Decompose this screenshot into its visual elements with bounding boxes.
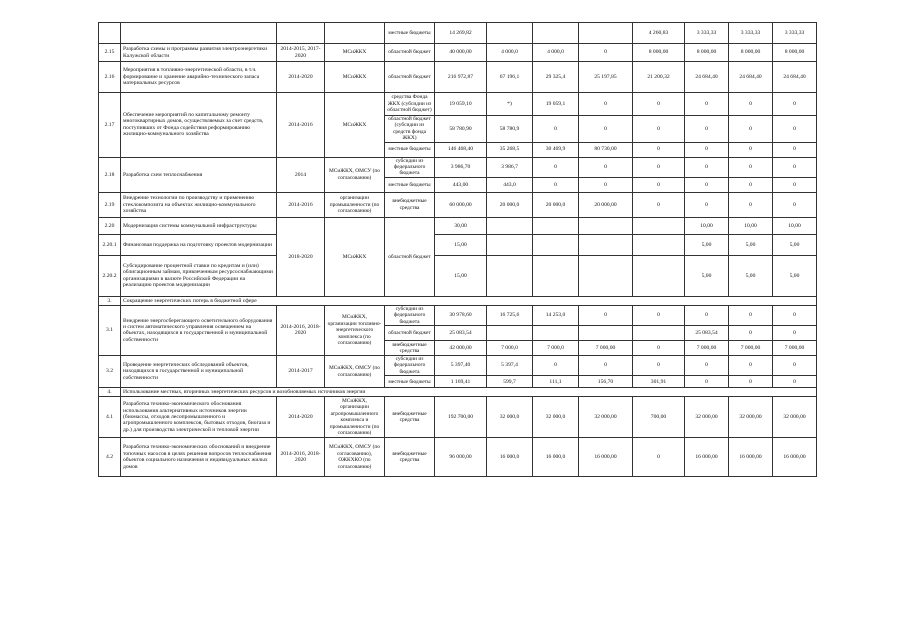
- row-number: [99, 23, 121, 44]
- amount-cell: 0: [579, 116, 633, 143]
- funding-source: местные бюджеты: [385, 142, 435, 157]
- row-number: 4.1: [99, 397, 121, 438]
- amount-cell: 0: [773, 326, 817, 341]
- amount-cell: 0: [729, 326, 773, 341]
- amount-cell: 16 000,00: [729, 438, 773, 477]
- amount-cell: 24 684,40: [729, 62, 773, 93]
- amount-cell: 16 000,00: [685, 438, 729, 477]
- amount-cell: [533, 217, 579, 234]
- funding-source: субсидии из федерального бюджета: [385, 157, 435, 177]
- amount-cell: 5,00: [729, 234, 773, 255]
- period: 2014-2016, 2018-2020: [277, 305, 325, 355]
- amount-cell: 25 083,54: [435, 326, 487, 341]
- measure-name: Разработка схем теплоснабжения: [121, 157, 277, 192]
- amount-cell: 111,1: [533, 376, 579, 388]
- amount-cell: 0: [633, 142, 685, 157]
- amount-cell: 32 000,0: [533, 397, 579, 438]
- amount-cell: 7 000,00: [685, 341, 729, 356]
- amount-cell: [487, 23, 533, 44]
- amount-cell: 301,91: [633, 376, 685, 388]
- amount-cell: [487, 255, 533, 296]
- amount-cell: 0: [773, 142, 817, 157]
- row-number: 2.17: [99, 93, 121, 158]
- amount-cell: [533, 255, 579, 296]
- period: 2014-2016: [277, 93, 325, 158]
- amount-cell: 35 268,5: [487, 142, 533, 157]
- table-row: [99, 234, 817, 255]
- amount-cell: 16 000,0: [487, 438, 533, 477]
- amount-cell: 0: [633, 157, 685, 177]
- amount-cell: 0: [533, 177, 579, 192]
- amount-cell: 0: [685, 192, 729, 217]
- table-row: [99, 192, 817, 217]
- amount-cell: 3 986,70: [435, 157, 487, 177]
- funding-source: местные бюджеты: [385, 23, 435, 44]
- amount-cell: 3 333,33: [773, 23, 817, 44]
- funding-source: внебюджетные средства: [385, 397, 435, 438]
- amount-cell: 0: [773, 93, 817, 116]
- funding-source: областной бюджет: [385, 217, 435, 296]
- measure-name: Внедрение энергосберегающего осветительного оборудования и систем автоматического управления освещением на объектах, находящихся в государственной и муниципальной собственности: [121, 305, 277, 355]
- row-number: 2.18: [99, 157, 121, 192]
- amount-cell: [579, 255, 633, 296]
- amount-cell: 58 780,90: [435, 116, 487, 143]
- amount-cell: 5,00: [685, 234, 729, 255]
- amount-cell: 32 000,00: [729, 397, 773, 438]
- amount-cell: 0: [773, 116, 817, 143]
- amount-cell: 5 397,4: [487, 356, 533, 376]
- amount-cell: 0: [729, 157, 773, 177]
- amount-cell: 0: [729, 116, 773, 143]
- amount-cell: 0: [579, 44, 633, 62]
- period: 2014-2015, 2017-2020: [277, 44, 325, 62]
- section-row: [99, 388, 817, 397]
- amount-cell: 8 000,00: [729, 44, 773, 62]
- measure-name: [121, 23, 277, 44]
- amount-cell: 0: [729, 376, 773, 388]
- row-number: 2.20.1: [99, 234, 121, 255]
- amount-cell: 0: [579, 157, 633, 177]
- period: 2018-2020: [277, 217, 325, 296]
- funding-source: субсидии из федерального бюджета: [385, 356, 435, 376]
- amount-cell: 7 000,0: [533, 341, 579, 356]
- amount-cell: 30 469,9: [533, 142, 579, 157]
- amount-cell: 14 253,0: [533, 305, 579, 325]
- amount-cell: 599,7: [487, 376, 533, 388]
- amount-cell: 0: [633, 93, 685, 116]
- amount-cell: 42 000,00: [435, 341, 487, 356]
- amount-cell: [533, 234, 579, 255]
- amount-cell: 60 000,00: [435, 192, 487, 217]
- amount-cell: [579, 326, 633, 341]
- amount-cell: 0: [533, 356, 579, 376]
- amount-cell: 3 333,33: [685, 23, 729, 44]
- executor: МСиЖКХ: [325, 62, 385, 93]
- amount-cell: 15,00: [435, 255, 487, 296]
- measure-name: Разработка технико-экономического обоснования использования альтернативных источников энергии (биомассы, отходов лесопромышленного и агропромышленного комплексов, бытовых отходов, биогаза и др.) для производства электрической и тепловой энергии: [121, 397, 277, 438]
- executor: МСиЖКХ: [325, 217, 385, 296]
- amount-cell: 4 000,0: [533, 44, 579, 62]
- measure-name: Внедрение технологии по производству и применению стеклокомпозита на объектах жилищно-коммунального хозяйства: [121, 192, 277, 217]
- amount-cell: [487, 326, 533, 341]
- amount-cell: 156,70: [579, 376, 633, 388]
- amount-cell: 20 000,0: [487, 192, 533, 217]
- executor: [325, 23, 385, 44]
- amount-cell: 8 000,00: [633, 44, 685, 62]
- amount-cell: 192 700,00: [435, 397, 487, 438]
- measure-name: Проведение энергетических обследований объектов, находящихся в государственной и муниципальной собственности: [121, 356, 277, 388]
- period: 2014-2017: [277, 356, 325, 388]
- period: 2014-2016: [277, 192, 325, 217]
- executor: МСиЖКХ, ОМСУ (по согласованию): [325, 356, 385, 388]
- amount-cell: 10,00: [773, 217, 817, 234]
- amount-cell: 0: [729, 177, 773, 192]
- amount-cell: 216 972,87: [435, 62, 487, 93]
- amount-cell: 32 000,00: [685, 397, 729, 438]
- amount-cell: [633, 326, 685, 341]
- amount-cell: 0: [579, 356, 633, 376]
- amount-cell: 96 000,00: [435, 438, 487, 477]
- funding-source: субсидии из федерального бюджета: [385, 305, 435, 325]
- row-number: 2.20.2: [99, 255, 121, 296]
- amount-cell: 5,00: [729, 255, 773, 296]
- row-number: 3.2: [99, 356, 121, 388]
- amount-cell: 0: [685, 376, 729, 388]
- amount-cell: 1 169,41: [435, 376, 487, 388]
- section-title: Сокращение энергетических потерь в бюджетной сфере: [121, 296, 817, 305]
- funding-source: внебюджетные средства: [385, 438, 435, 477]
- measure-name: Обеспечение мероприятий по капитальному ремонту многоквартирных домов, осуществляемых за счет средств, поступивших от Фонда содействия реформированию жилищно-коммунального хозяйства: [121, 93, 277, 158]
- funding-source: средства Фонда ЖКХ (субсидии из областной бюджет): [385, 93, 435, 116]
- row-number: 2.15: [99, 44, 121, 62]
- funding-source: областной бюджет: [385, 326, 435, 341]
- period: 2014-2016, 2018-2020: [277, 438, 325, 477]
- amount-cell: 19 059,10: [435, 93, 487, 116]
- table-row: [99, 438, 817, 477]
- table-row: [99, 93, 817, 116]
- amount-cell: 0: [773, 305, 817, 325]
- amount-cell: 32 000,00: [579, 397, 633, 438]
- amount-cell: 24 684,40: [773, 62, 817, 93]
- amount-cell: 0: [579, 177, 633, 192]
- amount-cell: 0: [633, 341, 685, 356]
- measure-name: Модернизация системы коммунальной инфраструктуры: [121, 217, 277, 234]
- row-number: 3.: [99, 296, 121, 305]
- amount-cell: 58 780,9: [487, 116, 533, 143]
- amount-cell: 4 000,0: [487, 44, 533, 62]
- amount-cell: 0: [773, 177, 817, 192]
- amount-cell: 0: [633, 356, 685, 376]
- funding-source: местные бюджеты: [385, 376, 435, 388]
- amount-cell: 0: [685, 116, 729, 143]
- table-row: [99, 255, 817, 296]
- amount-cell: 0: [633, 192, 685, 217]
- funding-source: местные бюджеты: [385, 177, 435, 192]
- amount-cell: 29 325,4: [533, 62, 579, 93]
- period: [277, 23, 325, 44]
- measure-name: Разработка технико-экономических обоснований и внедрение топочных насосов в целях решения вопросов теплоснабжения объектов социального назначения и индивидуальных жилых домов: [121, 438, 277, 477]
- amount-cell: 30,00: [435, 217, 487, 234]
- amount-cell: 40 000,00: [435, 44, 487, 62]
- amount-cell: 32 000,00: [773, 397, 817, 438]
- amount-cell: 0: [579, 93, 633, 116]
- measure-name: Субсидирование процентной ставки по кредитам и (или) облигационным займам, привлеченным ресурсоснабжающими организациями в валюте Российской Федерации на реализацию проектов модернизации: [121, 255, 277, 296]
- table-row: [99, 217, 817, 234]
- row-number: 2.20: [99, 217, 121, 234]
- amount-cell: 0: [633, 177, 685, 192]
- amount-cell: [633, 234, 685, 255]
- amount-cell: 0: [729, 356, 773, 376]
- amount-cell: 7 000,00: [773, 341, 817, 356]
- amount-cell: [579, 234, 633, 255]
- amount-cell: 7 000,00: [729, 341, 773, 356]
- amount-cell: 14 269,82: [435, 23, 487, 44]
- amount-cell: 24 684,40: [685, 62, 729, 93]
- amount-cell: 3 333,33: [729, 23, 773, 44]
- executor: МСиЖКХ: [325, 44, 385, 62]
- amount-cell: *): [487, 93, 533, 116]
- amount-cell: 8 000,00: [773, 44, 817, 62]
- amount-cell: 16 000,0: [533, 438, 579, 477]
- amount-cell: 0: [729, 142, 773, 157]
- amount-cell: 0: [685, 356, 729, 376]
- budget-table: [98, 22, 817, 477]
- period: 2014: [277, 157, 325, 192]
- period: 2014-2020: [277, 62, 325, 93]
- amount-cell: 0: [685, 177, 729, 192]
- amount-cell: 443,00: [435, 177, 487, 192]
- measure-name: Разработка схемы и программы развития электроэнергетики Калужской области: [121, 44, 277, 62]
- amount-cell: 20 000,00: [579, 192, 633, 217]
- amount-cell: 0: [685, 157, 729, 177]
- amount-cell: 16 000,00: [579, 438, 633, 477]
- amount-cell: 0: [729, 93, 773, 116]
- table-row: [99, 62, 817, 93]
- amount-cell: 0: [633, 116, 685, 143]
- amount-cell: 7 000,00: [579, 341, 633, 356]
- amount-cell: 0: [729, 192, 773, 217]
- amount-cell: 16 000,00: [773, 438, 817, 477]
- row-number: 2.16: [99, 62, 121, 93]
- amount-cell: 0: [579, 305, 633, 325]
- amount-cell: [633, 217, 685, 234]
- amount-cell: 5 397,40: [435, 356, 487, 376]
- executor: МСиЖКХ, организации топливно-энергетического комплекса (по согласованию): [325, 305, 385, 355]
- table-row: [99, 44, 817, 62]
- amount-cell: 443,0: [487, 177, 533, 192]
- amount-cell: 0: [685, 142, 729, 157]
- amount-cell: 0: [685, 93, 729, 116]
- executor: МСиЖКХ, ОМСУ (по согласованию), ОЖКХКО (по согласованию): [325, 438, 385, 477]
- executor: МСиЖКХ: [325, 93, 385, 158]
- amount-cell: 30 978,60: [435, 305, 487, 325]
- table-row: [99, 397, 817, 438]
- row-number: 4.2: [99, 438, 121, 477]
- amount-cell: [533, 23, 579, 44]
- amount-cell: 19 059,1: [533, 93, 579, 116]
- row-number: 2.19: [99, 192, 121, 217]
- row-number: 3.1: [99, 305, 121, 355]
- amount-cell: 8 000,00: [685, 44, 729, 62]
- amount-cell: [579, 217, 633, 234]
- amount-cell: [633, 255, 685, 296]
- amount-cell: [487, 217, 533, 234]
- executor: организации промышленности (по согласованию): [325, 192, 385, 217]
- amount-cell: 3 986,7: [487, 157, 533, 177]
- amount-cell: 0: [685, 305, 729, 325]
- amount-cell: 0: [533, 116, 579, 143]
- table-row: [99, 356, 817, 376]
- funding-source: областной бюджет: [385, 44, 435, 62]
- amount-cell: 0: [633, 438, 685, 477]
- amount-cell: [579, 23, 633, 44]
- amount-cell: 4 260,83: [633, 23, 685, 44]
- amount-cell: 10,00: [729, 217, 773, 234]
- table-row: [99, 305, 817, 325]
- amount-cell: [487, 234, 533, 255]
- amount-cell: 146 468,40: [435, 142, 487, 157]
- amount-cell: 0: [729, 305, 773, 325]
- amount-cell: 700,00: [633, 397, 685, 438]
- amount-cell: 10,00: [685, 217, 729, 234]
- amount-cell: 16 725,6: [487, 305, 533, 325]
- section-title: Использование местных, вторичных энергетических ресурсов и возобновляемых источников энергии: [121, 388, 817, 397]
- amount-cell: 0: [773, 356, 817, 376]
- funding-source: внебюджетные средства: [385, 341, 435, 356]
- amount-cell: 0: [773, 376, 817, 388]
- measure-name: Финансовая поддержка на подготовку проектов модернизации: [121, 234, 277, 255]
- row-number: 4.: [99, 388, 121, 397]
- amount-cell: 32 000,0: [487, 397, 533, 438]
- amount-cell: 20 000,0: [533, 192, 579, 217]
- amount-cell: 67 196,1: [487, 62, 533, 93]
- amount-cell: 0: [773, 157, 817, 177]
- executor: МСиЖКХ, организации агропромышленного комплекса и промышленности (по согласованию): [325, 397, 385, 438]
- period: 2014-2020: [277, 397, 325, 438]
- section-row: [99, 296, 817, 305]
- amount-cell: 25 197,85: [579, 62, 633, 93]
- amount-cell: 0: [633, 305, 685, 325]
- amount-cell: 7 000,0: [487, 341, 533, 356]
- amount-cell: 5,00: [773, 255, 817, 296]
- amount-cell: [533, 326, 579, 341]
- amount-cell: 15,00: [435, 234, 487, 255]
- amount-cell: 0: [773, 192, 817, 217]
- executor: МСиЖКХ, ОМСУ (по согласованию): [325, 157, 385, 192]
- amount-cell: 5,00: [685, 255, 729, 296]
- table-row: [99, 157, 817, 177]
- funding-source: областной бюджет (субсидии из средств фонда ЖКХ): [385, 116, 435, 143]
- table-row: [99, 23, 817, 44]
- funding-source: внебюджетные средства: [385, 192, 435, 217]
- amount-cell: 5,00: [773, 234, 817, 255]
- funding-source: областной бюджет: [385, 62, 435, 93]
- amount-cell: 80 730,00: [579, 142, 633, 157]
- measure-name: Мероприятия в топливно-энергетической области, в т.ч. формирование и хранение аварийно-технического запаса материальных ресурсов: [121, 62, 277, 93]
- amount-cell: 25 083,54: [685, 326, 729, 341]
- amount-cell: 0: [533, 157, 579, 177]
- amount-cell: 21 200,32: [633, 62, 685, 93]
